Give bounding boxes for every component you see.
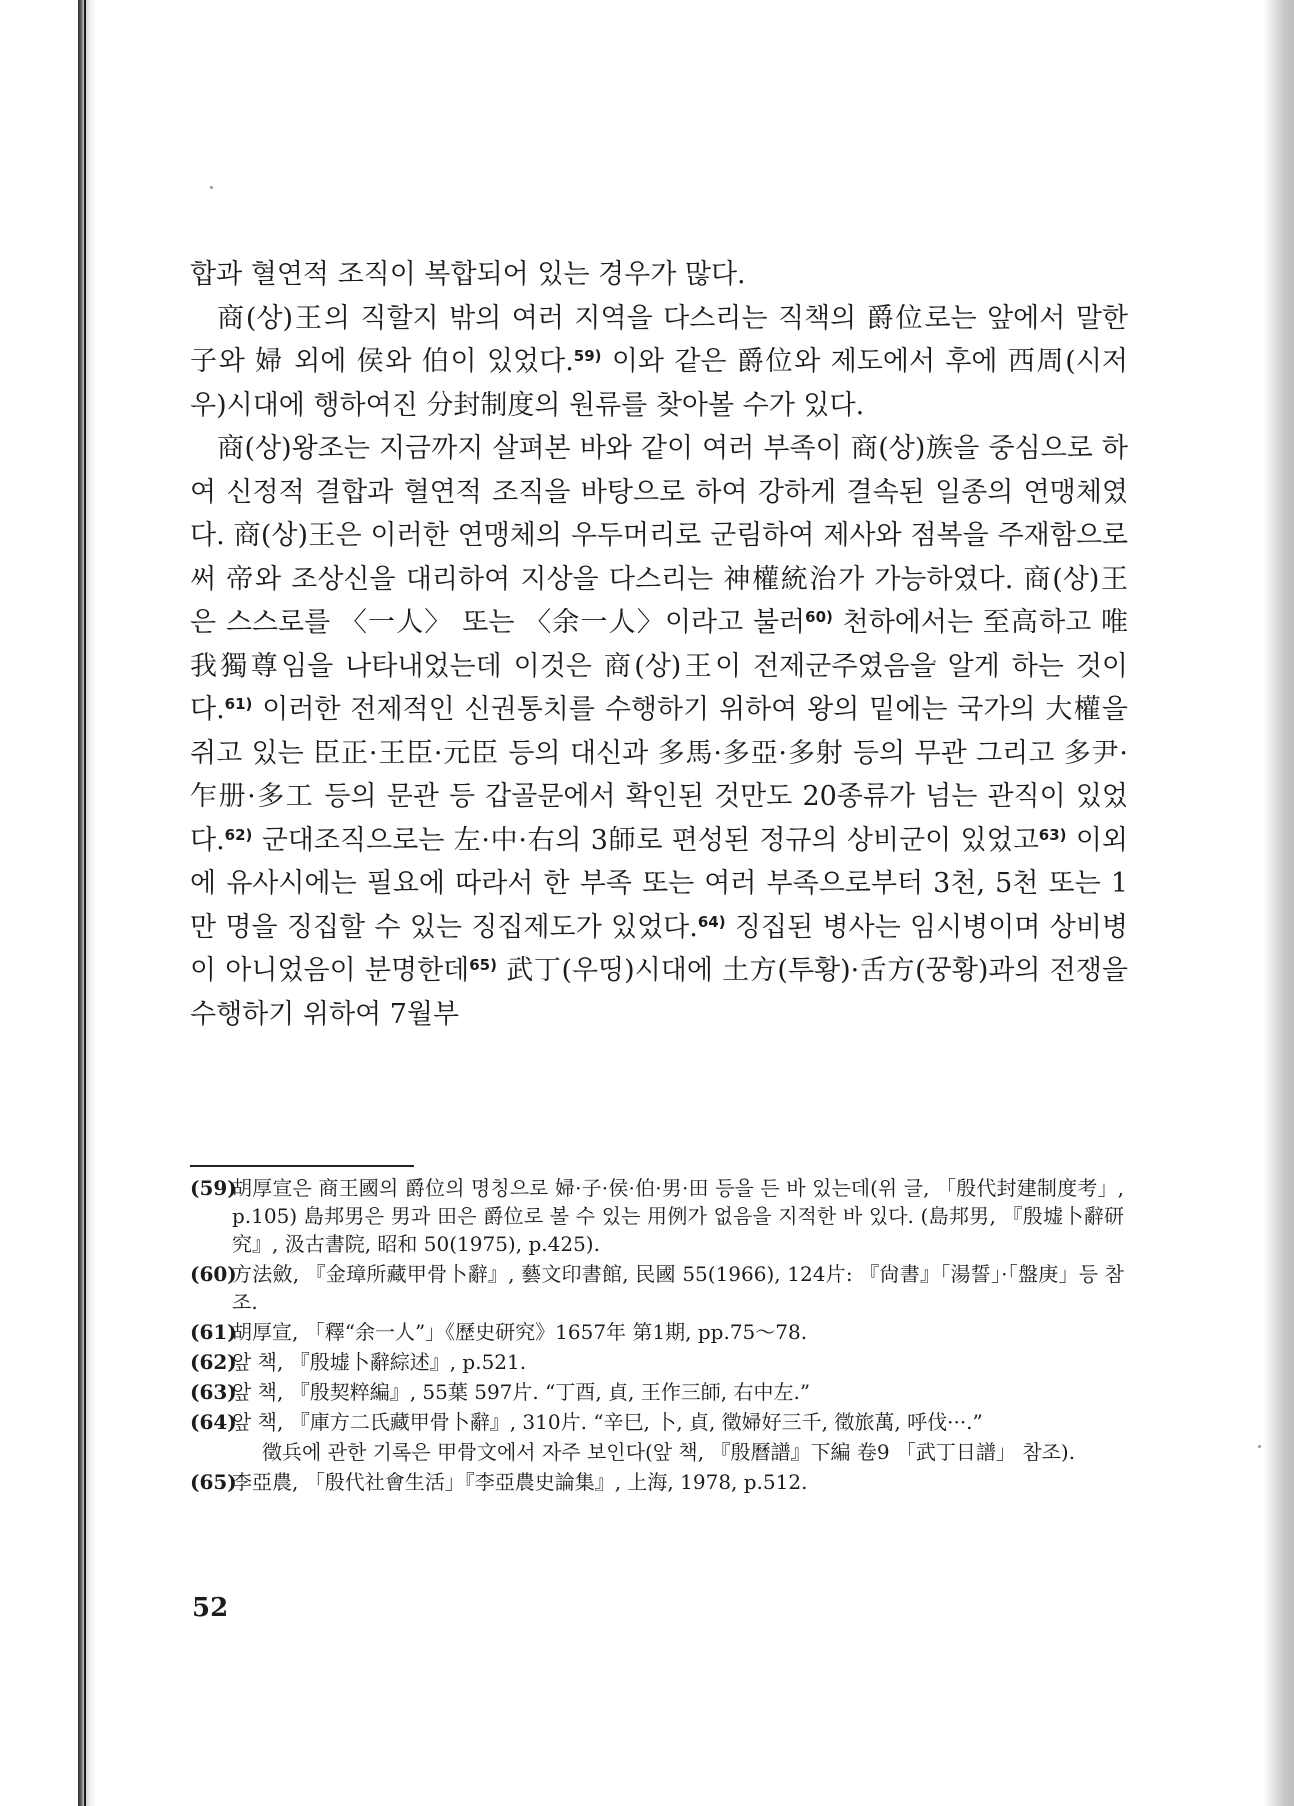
footnote-text: 胡厚宣, 「釋“余一人”」《歷史研究》1657年 第1期, pp.75～78.	[232, 1320, 808, 1344]
page-edge-left	[78, 0, 96, 1806]
footnote-reference: 61)	[224, 695, 253, 713]
footnotes	[190, 1174, 1124, 1498]
footnote	[190, 1174, 1124, 1258]
footnote-number: (60)	[190, 1262, 237, 1286]
footnote	[190, 1408, 1124, 1436]
paragraph	[190, 427, 1128, 1036]
paragraph-text: 이러한 전제적인 신권통치를 수행하기 위하여 왕의 밑에는 국가의 大權을 쥐고 있는 臣正·王臣·元臣 등의 대신과 多馬·多亞·多射 등의 무관 그리고 多尹·乍册·多工 등의 문관 등 갑골문에서 확인된 것만도 20종류가 넘는 관직이 있었다.	[190, 694, 1128, 856]
paragraph-text: 천하에서는 至高하고 唯我獨尊임을 나타내었는데 이것은 商(상)王이 전제군주였음을 알게 하는 것이다.	[190, 607, 1128, 725]
footnote-number: (62)	[190, 1350, 237, 1374]
footnote	[190, 1348, 1124, 1376]
paragraph-text: 합과 혈연적 조직이 복합되어 있는 경우가 많다.	[190, 259, 746, 290]
footnote	[190, 1260, 1124, 1316]
scan-speck	[210, 186, 213, 189]
scan-speck	[1258, 1445, 1261, 1448]
paragraph-text: 商(상)王의 직할지 밖의 여러 지역을 다스리는 직책의 爵位로는 앞에서 말한 子와 婦 외에 侯와 伯이 있었다.	[190, 302, 1128, 377]
page-edge-right	[1262, 0, 1294, 1806]
footnote-number: (65)	[190, 1470, 237, 1494]
paragraph-text: 징집된 병사는 임시병이며 상비병이 아니었음이 분명한데	[190, 911, 1128, 986]
footnote-text: 앞 책, 『庫方二氏藏甲骨卜辭』, 310片. “辛巳, 卜, 貞, 徵婦好三千, 徵旅萬, 呼伐···.”	[232, 1410, 983, 1434]
paragraph-text: 武丁(우띵)시대에 土方(투황)·舌方(꿍황)과의 전쟁을 수행하기 위하여 7월부	[190, 955, 1128, 1030]
footnote-text: 李亞農, 「殷代社會生活」『李亞農史論集』, 上海, 1978, p.512.	[232, 1470, 808, 1494]
paragraph-text: 이외에 유사시에는 필요에 따라서 한 부족 또는 여러 부족으로부터 3천, 5천 또는 1만 명을 징집할 수 있는 징집제도가 있었다.	[190, 824, 1128, 943]
footnote-text: 徵兵에 관한 기록은 甲骨文에서 자주 보인다(앞 책, 『殷曆譜』下編 卷9 「武丁日譜」 참조).	[262, 1440, 1076, 1464]
footnote-reference: 59)	[573, 347, 602, 365]
page-number: 52	[192, 1593, 229, 1623]
footnote-text: 胡厚宣은 商王國의 爵位의 명칭으로 婦·子·侯·伯·男·田 등을 든 바 있는데(위 글, 「殷代封建制度考」, p.105) 島邦男은 男과 田은 爵位로 볼 수 있는 用例가 없음을 지적한 바 있다. (島邦男, 『殷墟卜辭研究』, 汲古書院, 昭和 50(1975), p.425).	[232, 1176, 1124, 1256]
footnote	[190, 1318, 1124, 1346]
footnote-text: 앞 책, 『殷墟卜辭綜述』, p.521.	[232, 1350, 527, 1374]
footnote-number: (63)	[190, 1380, 237, 1404]
footnote-continuation	[190, 1438, 1124, 1466]
footnote-number: (64)	[190, 1410, 237, 1434]
footnote-reference: 65)	[469, 956, 497, 974]
paragraph	[190, 297, 1128, 428]
body-text	[190, 253, 1128, 1036]
footnote-text: 앞 책, 『殷契粹編』, 55葉 597片. “丁酉, 貞, 王作三師, 右中左.”	[232, 1380, 811, 1404]
page-binding-line	[84, 0, 86, 1806]
footnote	[190, 1378, 1124, 1406]
footnote-reference: 63)	[1038, 825, 1067, 844]
footnote-reference: 62)	[224, 825, 253, 844]
footnote-number: (59)	[190, 1176, 237, 1200]
paragraph-text: 商(상)왕조는 지금까지 살펴본 바와 같이 여러 부족이 商(상)族을 중심으로 하여 신정적 결합과 혈연적 조직을 바탕으로 하여 강하게 결속된 일종의 연맹체였다. 商(상)王은 이러한 연맹체의 우두머리로 군림하여 제사와 점복을 주재함으로써 帝와 조상신을 대리하여 지상을 다스리는 神權統治가 가능하였다. 商(상)王은 스스로를 〈一人〉 또는 〈余一人〉이라고 불러	[190, 433, 1128, 638]
footnote-reference: 64)	[697, 912, 726, 931]
footnote-number: (61)	[190, 1320, 237, 1344]
footnote-separator	[190, 1165, 414, 1167]
paragraph-text: 이와 같은 爵位와 제도에서 후에 西周(시저우)시대에 행하여진 分封制度의 원류를 찾아볼 수가 있다.	[190, 346, 1128, 421]
footnote-text: 方法斂, 『金璋所藏甲骨卜辭』, 藝文印書館, 民國 55(1966), 124片: 『尙書』「湯誓」·「盤庚」등 참조.	[232, 1262, 1124, 1314]
footnote	[190, 1468, 1124, 1496]
footnote-reference: 60)	[805, 608, 833, 626]
paragraph-text: 군대조직으로는 左·中·右의 3師로 편성된 정규의 상비군이 있었고	[252, 824, 1039, 856]
paragraph	[190, 253, 1128, 297]
